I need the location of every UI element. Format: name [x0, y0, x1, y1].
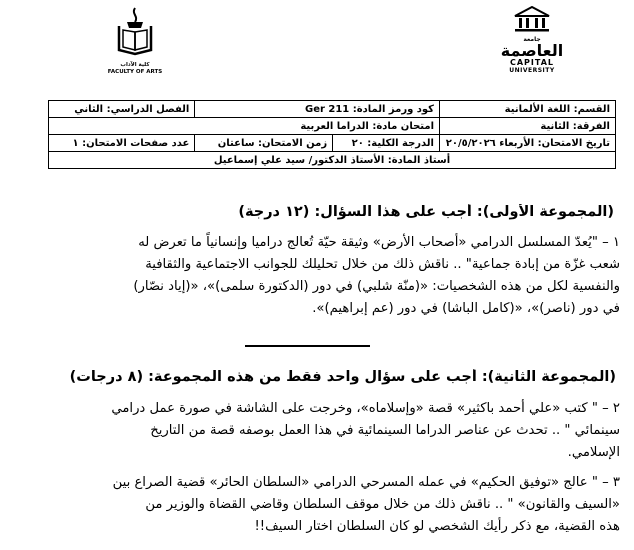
- question-3-line: «السيف والقانون» " .. ناقش ذلك من خلال موقف السلطان وقاضي القضاة والوزير من: [145, 497, 620, 512]
- exam-time-cell: زمن الامتحان: ساعتان: [195, 135, 333, 152]
- exam-subject-cell: امتحان مادة: الدراما العربية: [49, 118, 440, 135]
- faculty-caption-en: FACULTY OF ARTS: [107, 69, 163, 75]
- section-divider: [245, 345, 370, 347]
- university-top-ar: جامعة: [523, 36, 541, 43]
- question-3-line: ٣ – " عالج «توفيق الحكيم» في عمله المسرحي الدرامي «السلطان الحائر» قضية الصراع بين: [112, 475, 620, 490]
- department-cell: القسم: اللغة الألمانية: [440, 101, 616, 118]
- question-1: [10, 232, 620, 320]
- question-2-line: الإسلامي.: [567, 445, 620, 460]
- question-3: [10, 472, 620, 538]
- pages-cell: عدد صفحات الامتحان: ١: [49, 135, 195, 152]
- question-2-line: سينمائي " .. تحدث عن عناصر الدراما السينمائية في هذا العمل بوصفه قصة من التاريخ: [150, 423, 620, 438]
- question-3-line: هذه القضية، مع ذكر رأيك الشخصي لو كان السلطان اختار السيف!!: [254, 519, 620, 534]
- university-name-en: CAPITAL: [509, 58, 555, 67]
- total-marks-cell: الدرجة الكلية: ٢٠: [333, 135, 440, 152]
- group2-heading: (المجموعة الثانية): أجب على سؤال واحد فقط من هذه المجموعة: (٨ درجات): [69, 369, 616, 385]
- faculty-caption-ar: كلية الآداب: [120, 62, 150, 68]
- exam-info-table: [48, 100, 616, 169]
- question-1-line: في دور (ناصر)»، «(كامل الباشا) في دور (عم إبراهيم)».: [312, 301, 620, 316]
- question-1-line: والنفسية لكل من هذه الشخصيات: «(منّة شلبي) في دور (الدكتورة سلمى)»، «(إياد نصّار): [133, 279, 620, 294]
- university-name-ar: العاصمة: [500, 41, 564, 60]
- professor-cell: أستاذ المادة: الأستاذ الدكتور/ سيد علي إسماعيل: [49, 152, 616, 169]
- table-row: [49, 118, 616, 135]
- capital-university-logo: [492, 6, 572, 74]
- table-row: [49, 152, 616, 169]
- semester-cell: الفصل الدراسي: الثاني: [49, 101, 195, 118]
- question-2: [10, 398, 620, 464]
- course-code-cell: كود ورمز المادة: Ger 211: [195, 101, 440, 118]
- table-row: [49, 101, 616, 118]
- book-lamp-icon: [113, 6, 157, 58]
- table-row: [49, 135, 616, 152]
- faculty-of-arts-logo: [95, 6, 175, 76]
- university-building-icon: [512, 6, 552, 32]
- question-1-line: ١ – "يُعدّ المسلسل الدرامي «أصحاب الأرض» وثيقة حيّة تُعالج دراميا وإنسانياً ما تعرض له: [138, 235, 620, 250]
- university-sub-en: UNIVERSITY: [509, 67, 555, 74]
- question-1-line: شعب غزّة من إبادة جماعية" .. ناقش ذلك من خلال تحليلك للجوانب الاجتماعية والثقافية: [145, 257, 620, 272]
- group1-heading: (المجموعة الأولى): أجب على هذا السؤال: (١٢ درجة): [238, 204, 614, 220]
- level-cell: الفرقة: الثانية: [440, 118, 616, 135]
- question-2-line: ٢ – " كتب «علي أحمد باكثير» قصة «وإسلاماه»، وخرجت على الشاشة في صورة عمل درامي: [111, 401, 620, 416]
- exam-date-cell: تاريخ الامتحان: الأربعاء ٢٠/٥/٢٠٢٦: [440, 135, 616, 152]
